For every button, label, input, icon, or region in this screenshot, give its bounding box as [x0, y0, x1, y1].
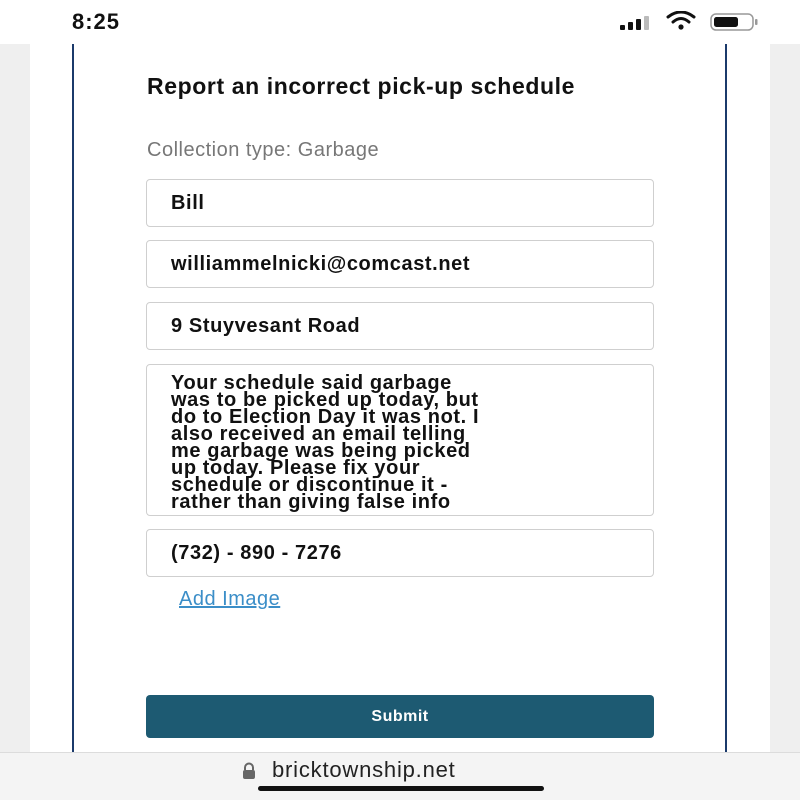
status-bar [0, 0, 800, 44]
lock-icon [240, 762, 258, 780]
submit-button[interactable]: Submit [146, 695, 654, 738]
form-title: Report an incorrect pick-up schedule [147, 73, 576, 99]
add-image-link[interactable]: Add Image [179, 588, 281, 610]
address-field[interactable]: 9 Stuyvesant Road [146, 302, 654, 350]
name-field[interactable]: Bill [146, 179, 654, 227]
content-border-right [725, 44, 727, 752]
url-text[interactable]: bricktownship.net [272, 757, 456, 782]
collection-type-label: Collection type: Garbage [147, 139, 380, 161]
status-time: 8:25 [72, 9, 121, 34]
content-border-left [72, 44, 74, 752]
email-field[interactable]: williammelnicki@comcast.net [146, 240, 654, 288]
home-indicator[interactable] [258, 786, 544, 791]
phone-field[interactable]: (732) - 890 - 7276 [146, 529, 654, 577]
page-gutter-right [770, 44, 800, 752]
message-textarea[interactable]: Your schedule said garbage was to be picked up today, but do to Election Day it was not. I also received an email telling me garbage was being picked up today. Please fix your schedule or discontinue it - rather than giving false info [146, 364, 654, 516]
wifi-icon [666, 11, 696, 31]
cellular-signal-icon [620, 14, 656, 30]
battery-icon [710, 13, 758, 31]
page-gutter-left [0, 44, 30, 752]
